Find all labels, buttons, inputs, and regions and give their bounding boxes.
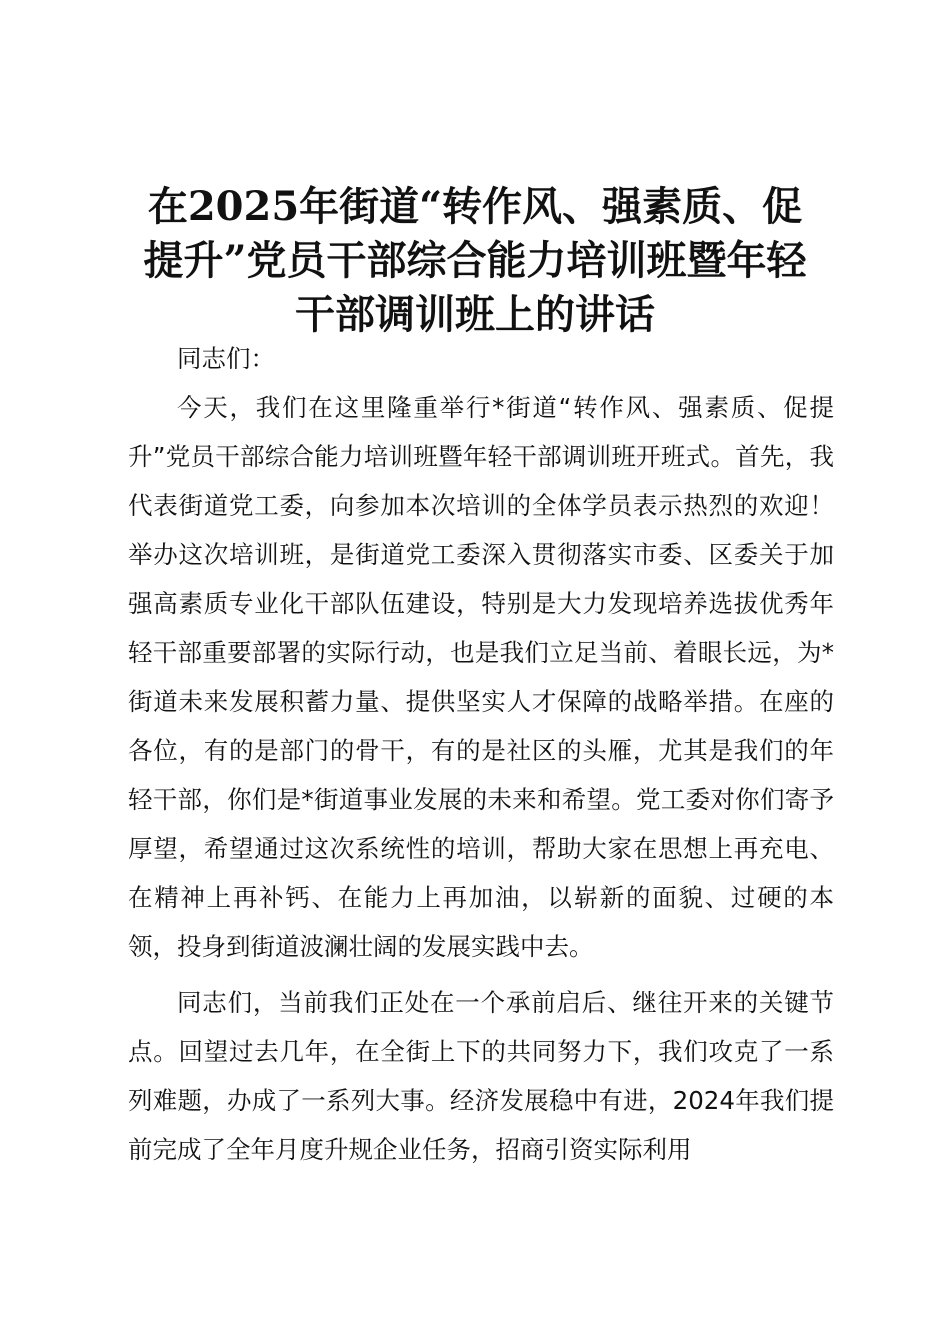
paragraph-2: 同志们，当前我们正处在一个承前启后、继往开来的关键节点。回望过去几年，在全街上下的共同努力下，我们攻克了一系列难题，办成了一系列大事。经济发展稳中有进，2024年我们提前完成了全年月度升规企业任务，招商引资实际利用 bbox=[128, 988, 834, 1164]
salutation: 同志们： bbox=[177, 344, 275, 373]
paragraph-1: 今天，我们在这里隆重举行*街道“转作风、强素质、促提升”党员干部综合能力培训班暨年轻干部调训班开班式。首先，我代表街道党工委，向参加本次培训的全体学员表示热烈的欢迎！举办这次培训班，是街道党工委深入贯彻落实市委、区委关于加强高素质专业化干部队伍建设，特别是大力发现培养选拔优秀年轻干部重要部署的实际行动，也是我们立足当前、着眼长远，为*街道未来发展积蓄力量、提供坚实人才保障的战略举措。在座的各位，有的是部门的骨干，有的是社区的头雁，尤其是我们的年轻干部，你们是*街道事业发展的未来和希望。党工委对你们寄予厚望，希望通过这次系统性的培训，帮助大家在思想上再充电、在精神上再补钙、在能力上再加油，以崭新的面貌、过硬的本领，投身到街道波澜壮阔的发展实践中去。 bbox=[128, 393, 834, 961]
document-title: 在2025年街道“转作风、强素质、促 提升”党员干部综合能力培训班暨年轻 干部调训班上的讲话 bbox=[143, 183, 807, 338]
